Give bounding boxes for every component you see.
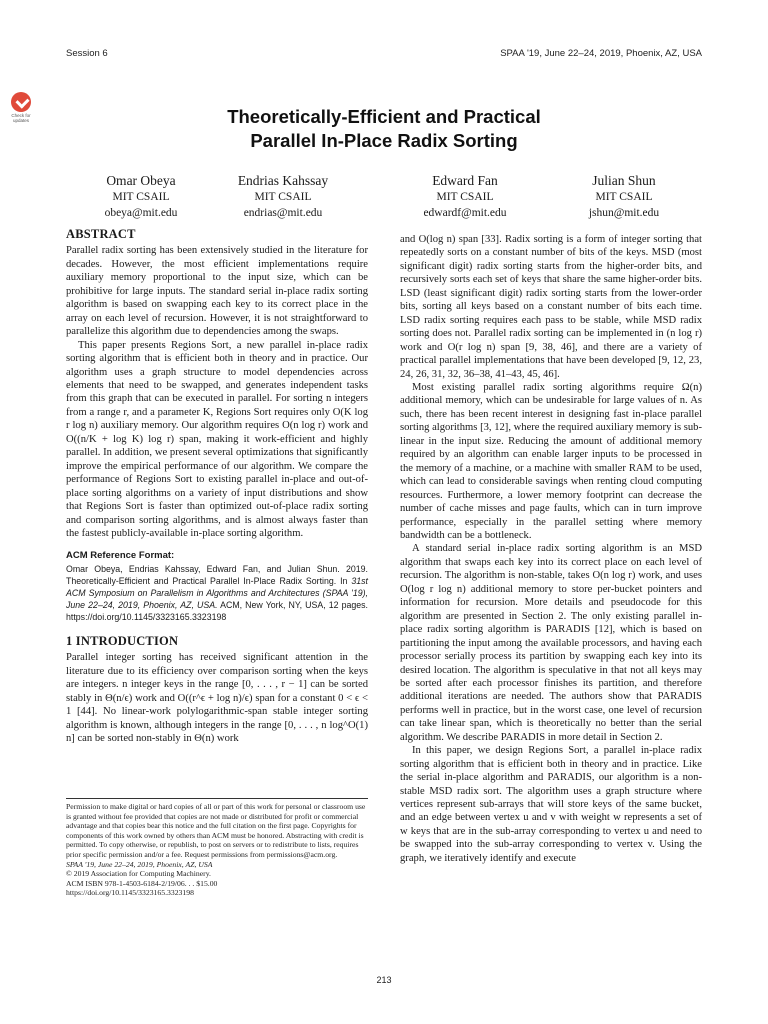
running-header [66,48,702,62]
footnote-copyright: © 2019 Association for Computing Machinery. [66,869,211,879]
check-for-updates-icon [11,92,31,112]
permission-footnote [66,798,368,898]
title-line-2: Parallel In-Place Radix Sorting [250,130,518,151]
author-1 [66,172,216,221]
right-column [400,233,702,865]
author-name: Edward Fan [432,173,498,188]
left-column [66,228,368,746]
author-affiliation: MIT CSAIL [595,191,653,203]
right-paragraph-3: A standard serial in-place radix sorting algorithm is an MSD algorithm that swaps each key into its correct place on each level of recursion. The algorithm is non-stable, takes O(n log r) work, and uses O(log r log n) additional memory to store per-bucket pointers and information for recursion. More details and pseudocode for this algorithm are presented in Section 2. The only existing parallel in-place radix sorting algorithm is PARADIS [12], which is based on partitioning the input among the available processors, and having each processor serially process its partition by swapping each key into its desired location. The algorithm is speculative in that not all keys may be sorted after each processor finishes its partition, and therefore additional iterations are needed. The authors show that PARADIS performs well in practice, but in the worst case, one level of recursion can take linear span, which is theoretically no better than the serial algorithm. We describe PARADIS in more detail in Section 2. [400,543,702,743]
paper-title [66,105,702,153]
author-4 [549,172,699,221]
author-affiliation: MIT CSAIL [436,191,494,203]
session-label: Session 6 [66,48,108,59]
acm-reference-text [66,563,368,623]
author-affiliation: MIT CSAIL [254,191,312,203]
right-paragraph-2: Most existing parallel radix sorting algorithms require Ω(n) additional memory, which can be undesirable for large values of n. As such, there has been recent interest in designing fast in-place parallel sorting algorithms [3, 12], where the required auxiliary memory is sub-linear in the input size. Reducing the amount of additional memory required by an algorithm can enable larger inputs to be processed in the memory of a machine, or a machine with smaller RAM to be used, which can lead to considerable savings when renting cloud computing resources. Furthermore, a lower memory footprint can decrease the number of cache misses and page faults, which can in turn improve performance, especially in the parallel setting where memory bandwidth can be a bottleneck. [400,381,702,541]
author-email[interactable]: obeya@mit.edu [104,207,178,219]
acm-reference-text-b: ACM, New York, NY, USA, 12 pages. https://doi.org/10.1145/3323165.3323198 [66,599,368,622]
check-for-updates-badge[interactable] [6,92,36,123]
right-paragraph-1: and O(log n) span [33]. Radix sorting is a form of integer sorting that repeatedly sorts on a constant number of bits of the keys. MSD (most significant digit) radix sorting starts from the higher-order bits, and recursively sorts each set of keys that share the same higher-order bits. LSD (least significant digit) radix sorting starts from the lower-order bits, sorting all keys based on a constant number of bits each time. LSD radix sorting requires each pass to be stable, while MSD radix sorting does not. Parallel radix sorting can be implemented in (n log r) work and O(r log n) span [9, 38, 46], and there are a variety of practical parallel implementations that have been developed [9, 12, 23, 24, 26, 31, 32, 36–38, 41–43, 45, 46]. [400,234,702,380]
footnote-conference: SPAA '19, June 22–24, 2019, Phoenix, AZ, USA [66,859,213,869]
author-3 [390,172,540,221]
abstract-heading: ABSTRACT [66,227,136,241]
badge-line-1: Check for [11,113,31,118]
author-affiliation: MIT CSAIL [112,191,170,203]
author-block [66,172,702,220]
title-line-1: Theoretically-Efficient and Practical [227,106,541,127]
author-name: Endrias Kahssay [237,173,329,188]
badge-line-2: updates [12,118,29,123]
right-paragraph-4: In this paper, we design Regions Sort, a parallel in-place radix sorting algorithm that is efficient both in theory and in practice. Like the serial in-place algorithm and PARADIS, our algorithm is a non-stable MSD radix sort. The algorithm uses a graph structure where vertices represent sub-arrays that will store keys of the same bucket, and an edge between vertex u and v with weight w represents a set of w keys that are in the sub-array corresponding to vertex u and need to be swapped into the sub-array corresponding to vertex v. Using the graph, we iteratively identify and execute [400,745,702,864]
acm-reference-text-a: Omar Obeya, Endrias Kahssay, Edward Fan, and Julian Shun. 2019. Theoretically-Efficient and Practical Parallel In-Place Radix Sorting. In [66,563,368,586]
venue-label: SPAA '19, June 22–24, 2019, Phoenix, AZ, USA [500,48,702,59]
author-name: Julian Shun [592,173,656,188]
abstract-paragraph-2: This paper presents Regions Sort, a new parallel in-place radix sorting algorithm that is efficient both in theory and in practice. Our algorithm uses a graph structure to model dependencies across elements that need to be swapped, and generates independent tasks from this graph that can be executed in parallel. For sorting n integers from a range r, and a parameter K, Regions Sort requires only O(K log r log n) auxiliary memory. Our algorithm requires O(n log r) work and O((n/K + log K) log r) span, making it work-efficient and highly parallel. In addition, we present several optimizations that significantly improve the empirical performance of our algorithm. We compare the performance of Regions Sort to existing parallel in-place and out-of-place sorting algorithms on a variety of input distributions and show that Regions Sort is faster than optimized out-of-place radix sorting and comparison sorting algorithms, and is almost always faster than the fastest publicly-available in-place sorting algorithm. [66,339,368,539]
introduction-heading: 1 INTRODUCTION [66,633,179,648]
introduction-paragraph-1: Parallel integer sorting has received significant attention in the literature due to its efficiency over comparison sorting when the keys are integers. n integer keys in the range [0, . . . , r − 1] can be sorted stably in Θ(n/ϵ) work and O((r^ϵ + log n)/ϵ) span for a constant 0 < ϵ < 1 [44]. No linear-work polylogarithmic-span stable integer sorting algorithm is known, although integers in the range [0, . . . , n log^O(1) n] can be sorted non-stably in Θ(n) work [66,652,368,745]
footnote-doi-link[interactable]: https://doi.org/10.1145/3323165.3323198 [66,888,194,898]
acm-reference-heading: ACM Reference Format: [66,550,175,562]
author-2 [208,172,358,221]
footnote-isbn: ACM ISBN 978-1-4503-6184-2/19/06. . . $15.00 [66,878,218,888]
page-number: 213 [376,975,392,985]
author-email[interactable]: endrias@mit.edu [243,207,323,219]
abstract-paragraph-1: Parallel radix sorting has been extensively studied in the literature for decades. However, the most efficient implementations require auxiliary memory proportional to the input size, which can be prohibitive for large inputs. The standard serial in-place radix sorting algorithm is based on swapping each key to its correct place in the array on each level of recursion. However, it is not straightforward to parallelize this algorithm due to dependencies among the swaps. [66,245,368,338]
author-email[interactable]: jshun@mit.edu [588,207,660,219]
acm-reference-venue: 31st ACM Symposium on Parallelism in Algorithms and Architectures (SPAA '19), June 22–24, 2019, Phoenix, AZ, USA. [66,575,368,610]
author-name: Omar Obeya [106,173,176,188]
author-email[interactable]: edwardf@mit.edu [423,207,507,219]
permission-text: Permission to make digital or hard copies of all or part of this work for personal or classroom use is granted without fee provided that copies are not made or distributed for profit or commercial advantage and that copies bear this notice and the full citation on the first page. Copyrights for components of this work owned by others than ACM must be honored. Abstracting with credit is permitted. To copy otherwise, or republish, to post on servers or to redistribute to lists, requires prior specific permission and/or a fee. Request permissions from permissions@acm.org. [66,802,366,859]
